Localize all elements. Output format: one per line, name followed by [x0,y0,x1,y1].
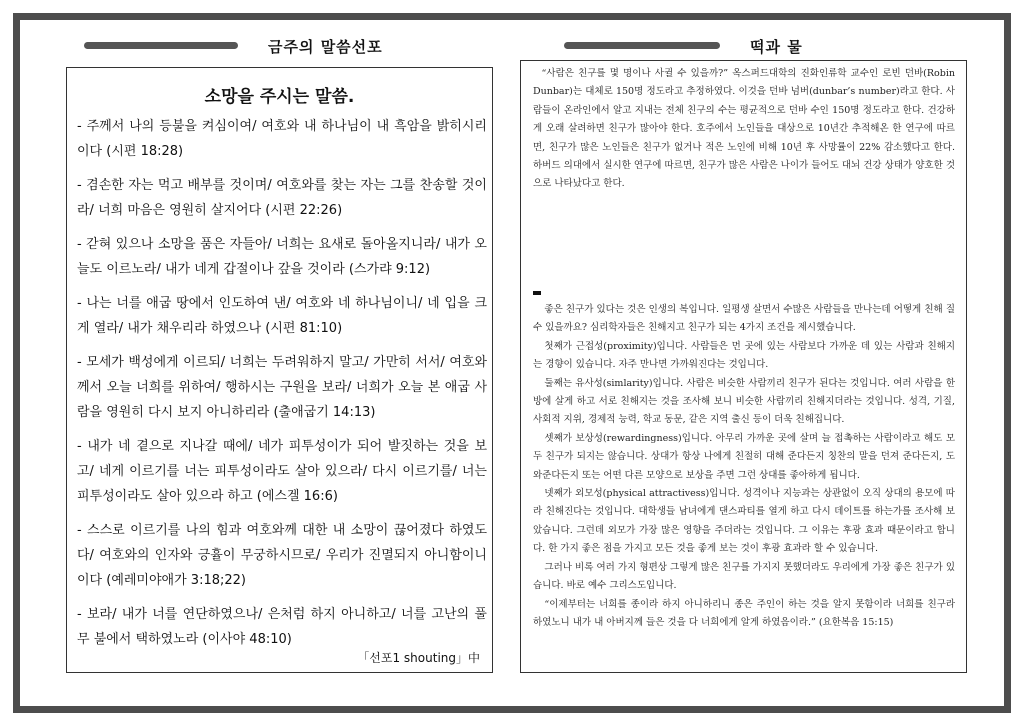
verse-list [77,114,487,661]
verse-item: - 겸손한 자는 먹고 배부를 것이며/ 여호와를 찾는 자는 그를 찬송할 것이라/ 너희 마음은 영원히 살지어다 (시편 22:26) [77,178,487,218]
sermon-title: 소망을 주시는 말씀. [204,87,355,107]
article-paragraph: “이제부터는 너희를 종이라 하지 아니하리니 종은 주인이 하는 것을 알지 못함이라 너희를 친구라 하였노니 내가 내 아버지께 들은 것을 다 너희에게 알게 하였음이라.” (요한복음 15:15) [533,598,955,628]
article-intro: “사람은 친구를 몇 명이나 사귈 수 있을까?” 옥스퍼드대학의 진화인류학 교수인 로빈 던바(Robin Dunbar)는 대체로 150명 정도라고 추정하였다. 이것을 던바 넘버(dunbar’s number)라고 한다. 사람들이 온라인에서 알고 지내는 전체 친구의 수는 평균적으로 던바 수인 150명 정도라고 한다. 건강하게 오래 살려하면 친구가 많아야 한다. 호주에서 노인들을 대상으로 10년간 추적해온 한 연구에 따르면, 친구가 많은 노인들은 친구가 없거나 적은 노인에 비해 10년 후 사망률이 22% 감소했다고 한다. 하버드 의대에서 실시한 연구에 따르면, 친구가 많은 사람은 나이가 들어도 대뇌 건강 상태가 양호한 것으로 나타났다고 한다. [533,68,955,190]
verse-item: - 갇혀 있으나 소망을 품은 자들아/ 너희는 요새로 돌아올지니라/ 내가 오늘도 이르노라/ 내가 네게 갑절이나 갚을 것이라 (스가랴 9:12) [77,237,487,277]
verse-item: - 스스로 이르기를 나의 힘과 여호와께 대한 내 소망이 끊어졌다 하였도다/ 여호와의 인자와 긍휼이 무궁하시므로/ 우리가 진멸되지 아니함이니이다 (예레미야애가 3:18;22) [77,523,487,588]
verse-item: - 보라/ 내가 너를 연단하였으나/ 은처럼 하지 아니하고/ 너를 고난의 풀무 불에서 택하였노라 (이사야 48:10) [77,607,487,647]
article-box [520,60,967,673]
article-paragraph: 좋은 친구가 있다는 것은 인생의 복입니다. 일평생 살면서 수많은 사람들을 만나는데 어떻게 친해 질 수 있을까요? 심리학자들은 친해지고 친구가 되는 4가지 조건을 제시했습니다. [533,304,955,334]
sermon-credit: 「선포1 shouting」中 [357,651,480,665]
article-paragraph: 그러나 비록 여러 가지 형편상 그렇게 많은 친구를 가지지 못했더라도 우리에게 가장 좋은 친구가 있습니다. 바로 예수 그리스도입니다. [533,561,955,592]
verse-item: - 모세가 백성에게 이르되/ 너희는 두려워하지 말고/ 가만히 서서/ 여호와께서 오늘 너희를 위하여/ 행하시는 구원을 보라/ 너희가 오늘 본 애굽 사람을 영원히 다시 보지 아니하리라 (출애굽기 14:13) [77,355,487,420]
article-paragraph: 넷째가 외모성(physical attractivess)입니다. 성격이나 지능과는 상관없이 오직 상대의 용모에 따라 친해진다는 것입니다. 대학생들 남녀에게 댄스파티를 열게 하고 다시 데이트를 하는가를 조사해 보았습니다. 그런데 외모가 가장 많은 영향을 주더라는 것입니다. 그 이유는 후광 효과 때문이라고 합니다. 한 가지 좋은 점을 가지고 모든 것을 좋게 보는 것이 후광 효과라 할 수 있습니다. [533,488,955,555]
right-header-bar [564,42,720,49]
article-paragraph: 첫째가 근접성(proximity)입니다. 사람들은 먼 곳에 있는 사람보다 가까운 데 있는 사람과 친해지는 경향이 있습니다. 자주 만나면 가까워진다는 것입니다. [533,340,955,371]
article-paragraph: 셋째가 보상성(rewardingness)입니다. 아무리 가까운 곳에 살며 늘 접촉하는 사람이라고 해도 모두 친구가 되지는 않습니다. 상대가 항상 나에게 친절히 대해 준다든지 칭찬의 말을 던져 준다든지, 도와준다든지 또는 어떤 다른 모양으로 보상을 주면 그런 상대를 좋아하게 됩니다. [533,432,955,481]
section-divider-mark [533,291,541,295]
left-header-title: 금주의 말씀선포 [268,38,383,56]
right-header-title: 떡과 물 [750,38,803,56]
article-body [533,301,955,632]
sermon-box [66,67,493,673]
article-intro-block [533,65,955,194]
article-paragraph: 둘째는 유사성(simlarity)입니다. 사람은 비슷한 사람끼리 친구가 된다는 것입니다. 여러 사람을 한 방에 살게 하고 서로 친해지는 것을 조사해 보니 비슷한 사람끼리 친해지더라는 것입니다. 성격, 기질, 사회적 지위, 경제적 능력, 학교 동문, 같은 지역 출신 등이 더욱 친해집니다. [533,377,955,426]
verse-item: - 나는 너를 애굽 땅에서 인도하여 낸/ 여호와 네 하나님이니/ 네 입을 크게 열라/ 내가 채우리라 하였으나 (시편 81:10) [77,296,487,336]
verse-item: - 내가 네 곁으로 지나갈 때에/ 네가 피투성이가 되어 발짓하는 것을 보고/ 네게 이르기를 너는 피투성이라도 살아 있으라/ 다시 이르기를/ 너는 피투성이라도 살아 있으라 하고 (에스겔 16:6) [77,439,487,504]
verse-item: - 주께서 나의 등불을 켜심이여/ 여호와 내 하나님이 내 흑암을 밝히시리이다 (시편 18:28) [77,119,487,159]
left-header-bar [84,42,238,49]
